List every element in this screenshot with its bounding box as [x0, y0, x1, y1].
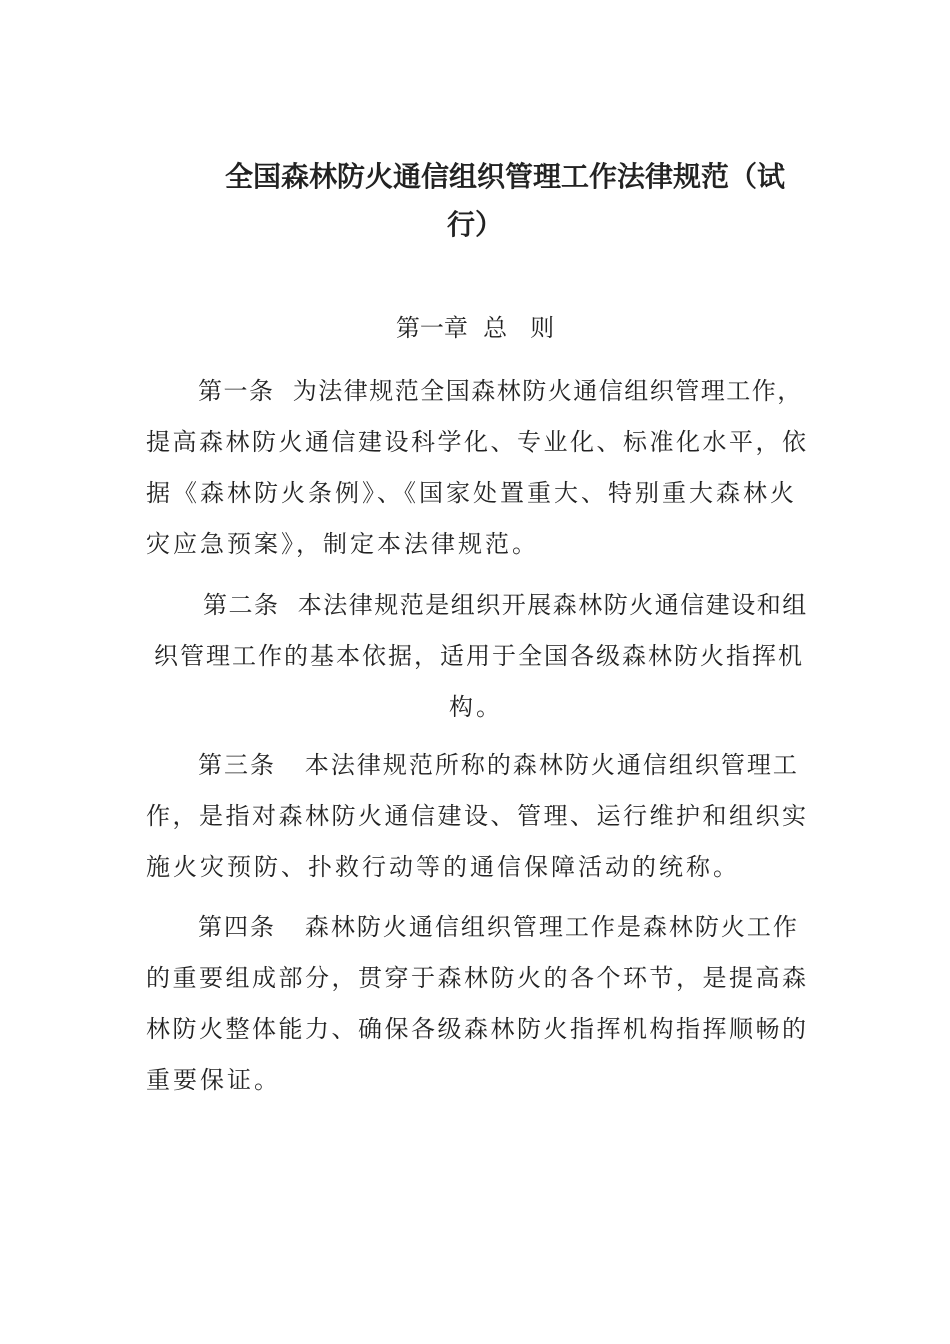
article-line: 林防火整体能力、确保各级森林防火指挥机构指挥顺畅的 [146, 1015, 809, 1043]
article-line: 第四条 森林防火通信组织管理工作是森林防火工作 [198, 913, 799, 941]
article-line: 第一条 为法律规范全国森林防火通信组织管理工作， [198, 377, 803, 405]
article-line: 据《森林防火条例》、《国家处置重大、特别重大森林火 [146, 479, 797, 507]
article-line: 重要保证。 [146, 1066, 281, 1094]
article-line: 作，是指对森林防火通信建设、管理、运行维护和组织实 [146, 802, 809, 830]
article-line: 灾应急预案》，制定本法律规范。 [146, 530, 539, 558]
article-line: 第三条 本法律规范所称的森林防火通信组织管理工 [198, 751, 799, 779]
article-line: 施火灾预防、扑救行动等的通信保障活动的统称。 [146, 853, 740, 881]
chapter-heading: 第一章 总 则 [395, 314, 555, 342]
article-line: 的重要组成部分，贯穿于森林防火的各个环节，是提高森 [146, 964, 809, 992]
article-line: 第二条 本法律规范是组织开展森林防火通信建设和组 [203, 591, 808, 619]
article-line: 织管理工作的基本依据，适用于全国各级森林防火指挥机 [154, 642, 804, 670]
document-title-line-2: 行） [446, 208, 503, 241]
article-line: 提高森林防火通信建设科学化、专业化、标准化水平，依 [146, 428, 809, 456]
document-title-line-1: 全国森林防火通信组织管理工作法律规范（试 [224, 160, 785, 193]
article-line: 构。 [449, 693, 503, 721]
